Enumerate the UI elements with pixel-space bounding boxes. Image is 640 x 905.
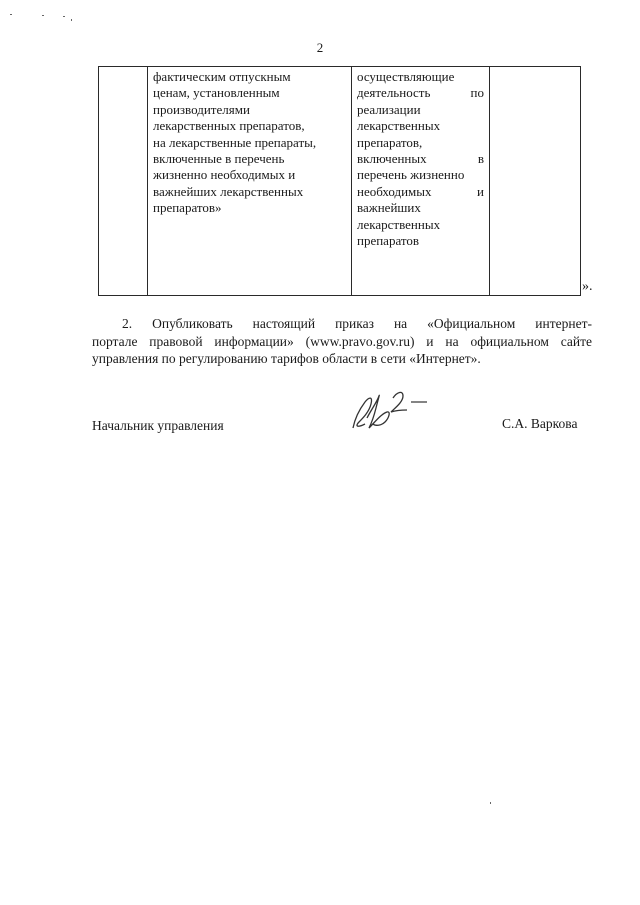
table-cell-description	[148, 67, 352, 296]
table-cell-empty	[490, 67, 581, 296]
cell-text-line: производителями	[153, 101, 250, 117]
cell-text-line: лекарственных	[357, 216, 441, 232]
signatory-name: С.А. Варкова	[502, 416, 578, 431]
cell-text-line: ценам, установленным	[153, 85, 280, 101]
cell-text-line: перечень жизненно	[357, 167, 465, 183]
cell-text-line: лекарственных препаратов,	[153, 118, 305, 134]
cell-text-line: осуществляющие	[357, 69, 455, 84]
cell-text-line: фактическим отпускным	[153, 69, 291, 84]
cell-text-line: препаратов	[357, 233, 420, 249]
handwritten-signature	[345, 388, 445, 438]
scan-speck	[10, 14, 12, 15]
page-number: 2	[316, 40, 324, 55]
cell-text-line: на лекарственные препараты,	[153, 134, 317, 150]
scan-speck	[490, 802, 491, 804]
cell-text-line: реализации	[357, 101, 421, 117]
scan-speck	[63, 16, 65, 17]
paragraph-line: портале правовой информации» (www.pravo.gov.ru) и на официальном сайте	[92, 333, 592, 349]
paragraph-line: управления по регулированию тарифов области в сети «Интернет».	[92, 351, 481, 366]
cell-text-line: важнейших	[357, 200, 421, 216]
cell-text-line: включенные в перечень	[153, 151, 285, 167]
paragraph-line: 2. Опубликовать настоящий приказ на «Официальном интернет-	[122, 316, 592, 331]
cell-text-line: препаратов»	[153, 200, 222, 216]
scan-speck	[71, 19, 72, 21]
cell-text-line: препаратов,	[357, 134, 423, 150]
cell-text-line: важнейших лекарственных	[153, 183, 304, 199]
table-cell-applicants	[352, 67, 490, 296]
table-cell-number	[99, 67, 148, 296]
publication-paragraph	[92, 315, 592, 368]
table-row	[99, 67, 581, 296]
signatory-position: Начальник управления	[92, 418, 224, 433]
cell-text-line: жизненно необходимых и	[153, 167, 296, 183]
closing-quote: ».	[582, 279, 593, 294]
cell-text-line: лекарственных	[357, 118, 441, 134]
cell-text-line: необходимых и	[357, 183, 484, 199]
scan-speck	[42, 15, 44, 16]
cell-text-line: включенных в	[357, 151, 484, 167]
cell-text-line: деятельность по	[357, 85, 484, 101]
tariff-table-fragment	[98, 66, 581, 296]
